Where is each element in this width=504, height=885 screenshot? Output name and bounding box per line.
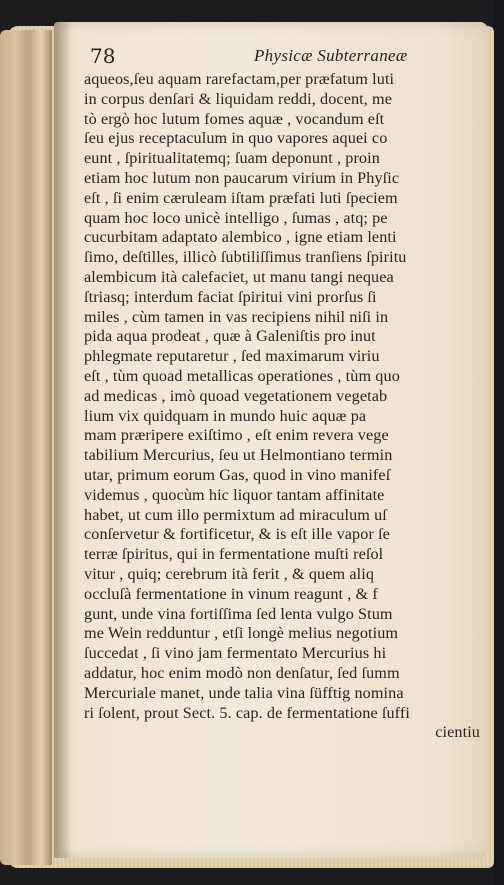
running-title: Physicæ Subterraneæ <box>254 46 408 65</box>
text-line: mam præripere exiſtimo , eſt enim revera vege <box>84 426 389 445</box>
text-line: phlegmate reputaretur , ſed maximarum viriu <box>84 347 380 366</box>
text-line: lium vix quidquam in mundo huic aquæ pa <box>84 406 367 425</box>
page-number: 78 <box>90 44 116 68</box>
body-text <box>84 70 488 743</box>
text-line: habet, ut cum illo permixtum ad miraculum uſ <box>84 505 387 524</box>
text-line: ri ſolent, prout Sect. 5. cap. de fermentatione ſuffi <box>84 703 410 722</box>
text-line: eſt , ſi enim cæruleam iſtam præfati luti ſpeciem <box>84 188 398 207</box>
text-line: tò ergò hoc lutum fomes aquæ , vocandum eſt <box>84 109 385 128</box>
text-line: occluſà fermentatione in vinum reagunt , & f <box>84 584 378 603</box>
text-line: ad medicas , imò quoad vegetationem vegetab <box>84 386 388 405</box>
text-line: ſtriasq; interdum faciat ſpiritui vini prorſus ſi <box>84 287 377 306</box>
text-line: videmus , quocùm hic liquor tantam affinitate <box>84 485 385 504</box>
book-page <box>54 22 488 858</box>
text-line: in corpus denſari & liquidam reddi, docent, me <box>84 89 393 108</box>
text-line: eſt , tùm quoad metallicas operationes , tùm quo <box>84 366 400 385</box>
text-line: cucurbitam adaptato alembico , igne etiam lenti <box>84 228 397 247</box>
text-line: utar, primum eorum Gas, quod in vino manifeſ <box>84 465 391 484</box>
text-line: quam hoc loco unicè intelligo , ſumas , atq; pe <box>84 208 388 227</box>
text-line: me Wein redduntur , etſi longè melius negotium <box>84 624 399 643</box>
background-edge <box>494 0 504 885</box>
text-line: tabilium Mercurius, ſeu ut Helmontiano termin <box>84 446 393 465</box>
text-line: miles , cùm tamen in vas recipiens nihil niſi in <box>84 307 389 326</box>
text-line: eunt , ſpiritualitatemq; ſuam deponunt , proin <box>84 149 380 168</box>
text-line: ſuccedat , ſi vino jam fermentato Mercurius hi <box>84 644 387 663</box>
text-line: ſimo, deſtilles, illicò ſubtiliſſimus tranſiens ſpiritu <box>84 248 407 267</box>
text-line: Mercuriale manet, unde talia vina ſüfftig nomina <box>84 683 404 702</box>
text-line: etiam hoc lutum non paucarum virium in Phyſic <box>84 168 400 187</box>
running-head <box>54 44 488 70</box>
catchword: cientiu <box>435 723 480 742</box>
text-line: addatur, hoc enim modò non denſatur, ſed ſumm <box>84 663 400 682</box>
text-line: pida aqua prodeat , quæ à Galeniſtis pro inut <box>84 327 376 346</box>
page-edges <box>0 30 52 865</box>
text-line: gunt, unde vina fortiſſima ſed lenta vulgo Stum <box>84 604 393 623</box>
text-line: aqueos,ſeu aquam rarefactam,per præfatum luti <box>84 70 395 88</box>
text-line: alembicum ità calefaciet, ut manu tangi nequea <box>84 267 394 286</box>
text-line: conſervetur & fortificetur, & is eſt ille vapor ſe <box>84 525 390 544</box>
text-line: terræ ſpiritus, qui in fermentatione muſti reſol <box>84 545 384 564</box>
text-line: ſeu ejus receptaculum in quo vapores aquei co <box>84 129 388 148</box>
text-line: vitur , quiq; cerebrum ità ferit , & quem aliq <box>84 564 375 583</box>
